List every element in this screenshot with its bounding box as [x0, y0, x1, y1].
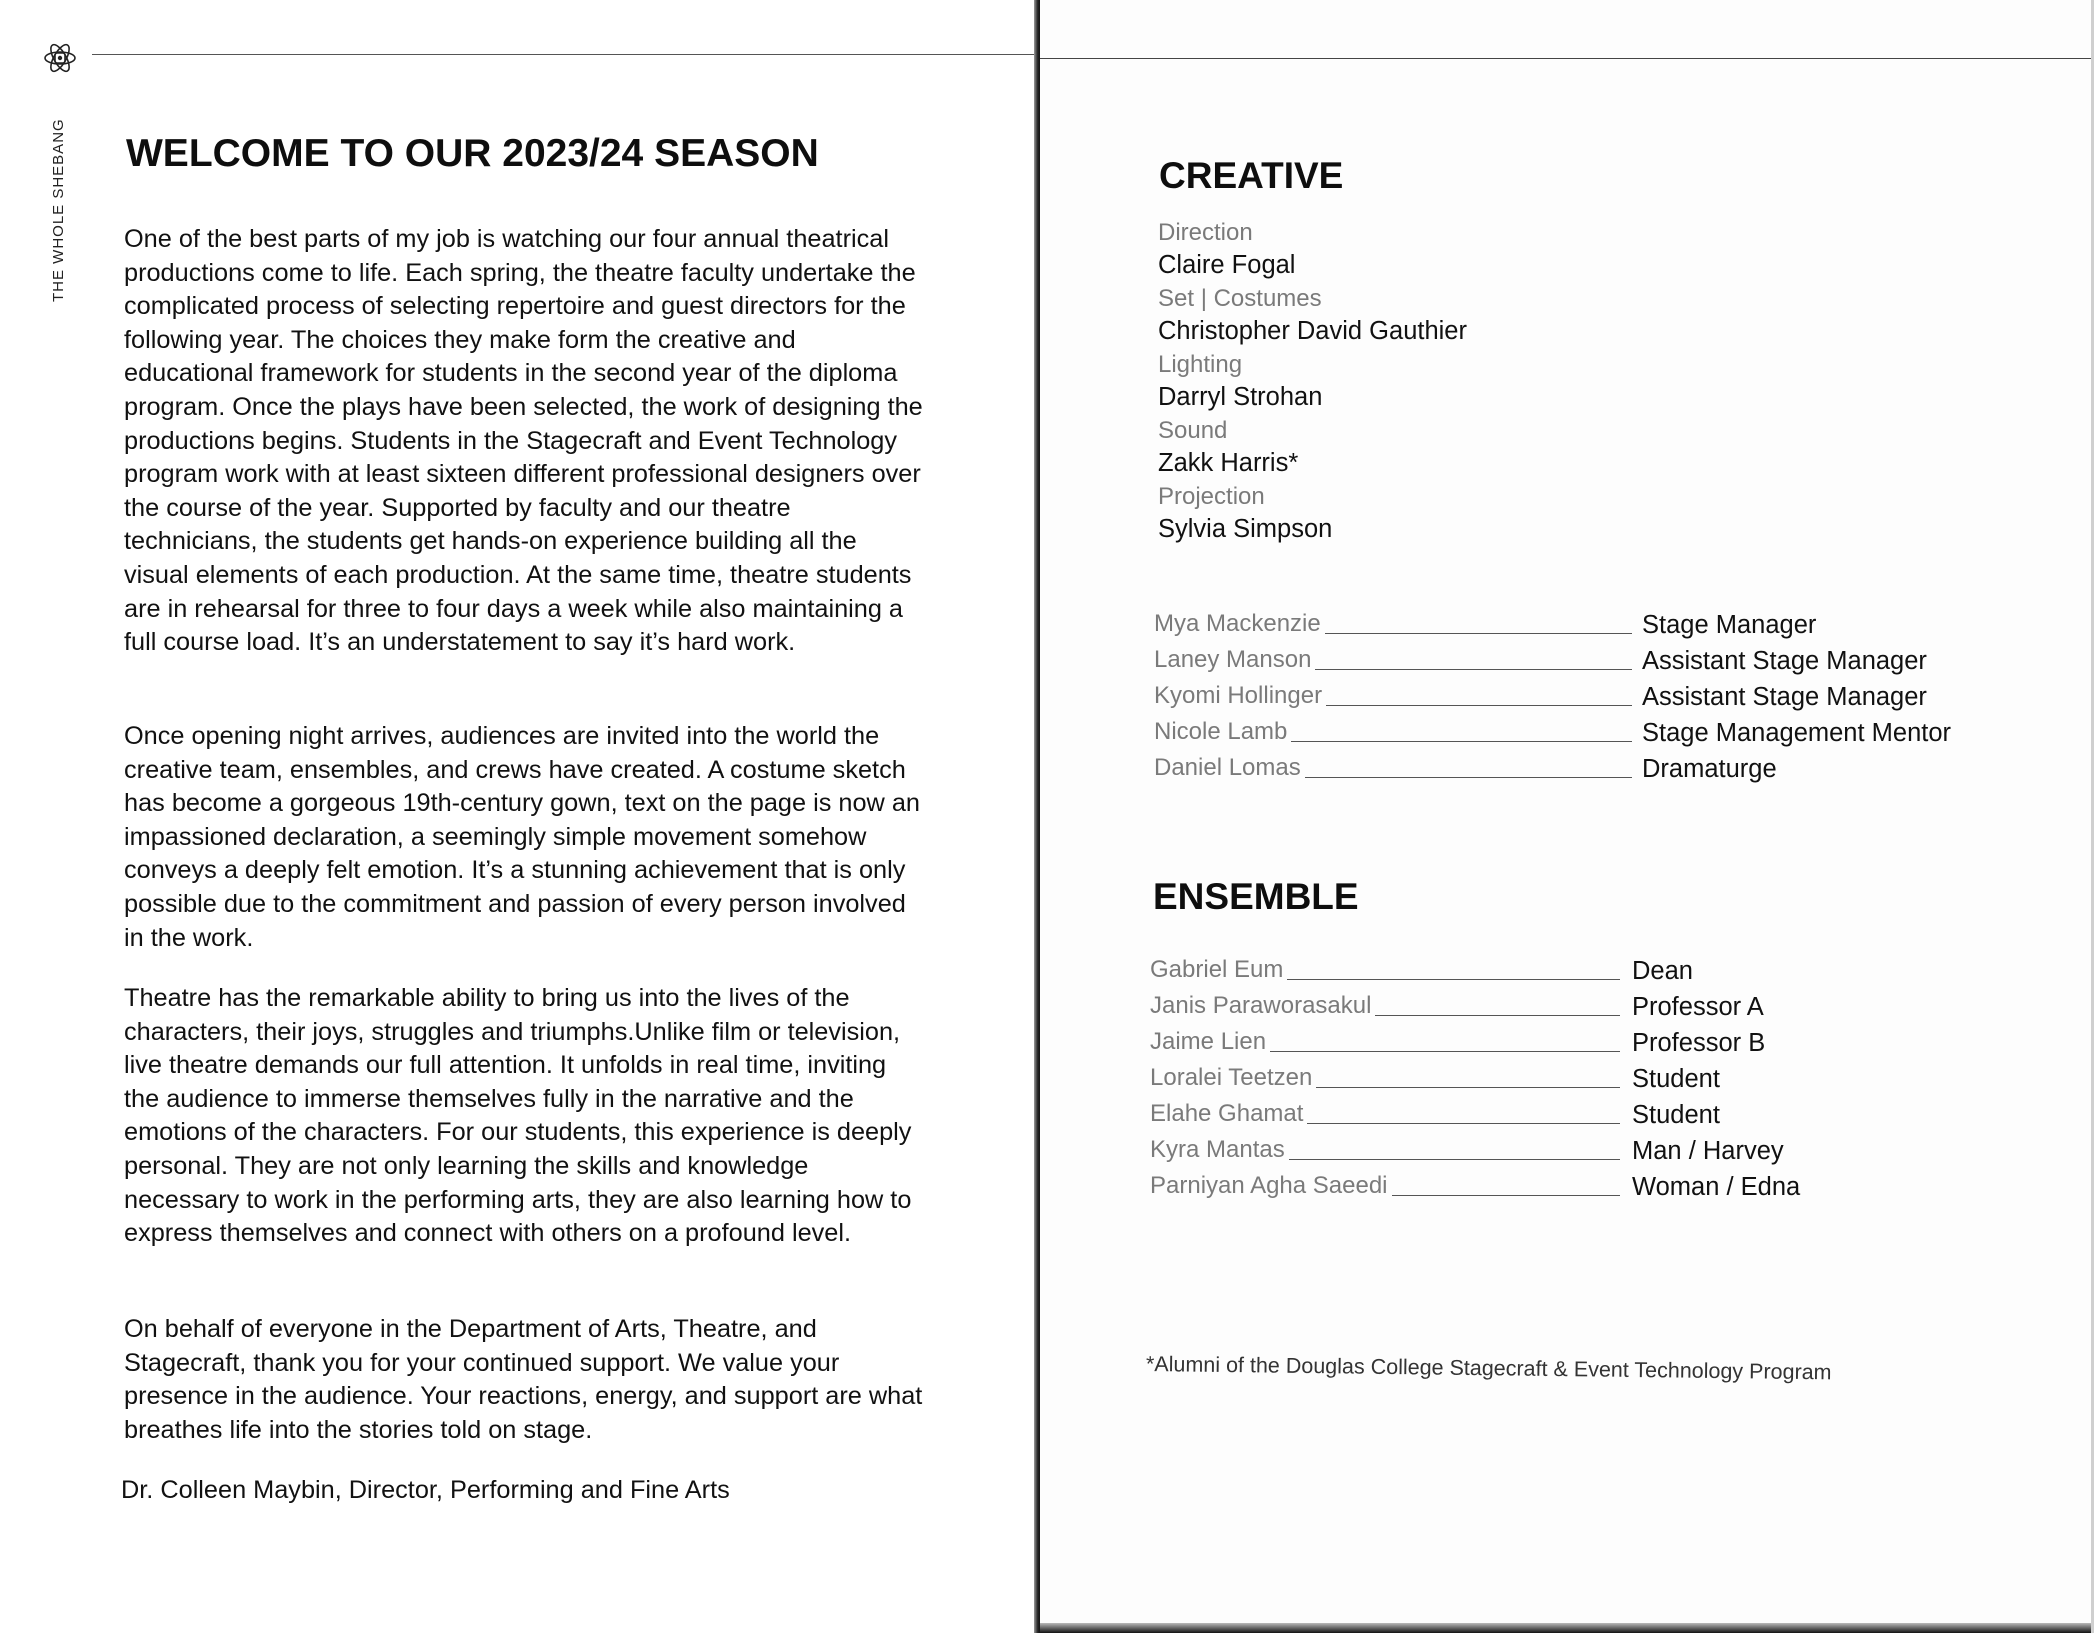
creative-heading: CREATIVE: [1159, 155, 1344, 196]
welcome-paragraph: Once opening night arrives, audiences are invited into the world the creative team, ensembles, and crews have created. A costume sketch has become a gorgeous 19th-century gown, text on the page is now an impassioned declaration, a seemingly simple movement somehow conveys a deeply felt emotion. It’s a stunning achievement that is only possible due to the commitment and passion of every person involved in the work.: [124, 722, 920, 952]
alumni-footnote: *Alumni of the Douglas College Stagecraft & Event Technology Program: [1145, 1352, 1832, 1385]
crew-name: Laney Manson: [1154, 646, 1315, 674]
actor-name: Kyra Mantas: [1150, 1136, 1289, 1164]
actor-name: Gabriel Eum: [1150, 956, 1287, 984]
signature: Dr. Colleen Maybin, Director, Performing and Fine Arts: [121, 1476, 730, 1504]
credit-name: Darryl Strohan: [1158, 383, 1323, 411]
list-item: [1150, 1096, 2010, 1132]
atom-logo-icon: [42, 40, 78, 76]
credit-name: Christopher David Gauthier: [1158, 317, 1467, 345]
credit-name: Zakk Harris*: [1158, 449, 1299, 477]
actor-name: Janis Paraworasakul: [1150, 992, 1375, 1020]
actor-name: Jaime Lien: [1150, 1028, 1270, 1056]
list-item: [1150, 1168, 2010, 1204]
header-rule: [1040, 58, 2094, 59]
page-bottom-edge: [1040, 1623, 2094, 1633]
credit-role: Set | Costumes: [1158, 285, 1322, 312]
list-item: [1150, 1060, 2010, 1096]
list-item: [1150, 1132, 2010, 1168]
credit-role: Projection: [1158, 483, 1265, 510]
actor-name: Parniyan Agha Saeedi: [1150, 1172, 1392, 1200]
left-page: [0, 0, 1034, 1633]
crew-role: Stage Management Mentor: [1642, 719, 1952, 747]
credit-role: Sound: [1158, 417, 1228, 444]
crew-name: Kyomi Hollinger: [1154, 682, 1326, 710]
list-item: [1154, 606, 2014, 642]
actor-name: Loralei Teetzen: [1150, 1064, 1316, 1092]
list-item: [1150, 952, 2010, 988]
credit-role: Lighting: [1158, 351, 1243, 378]
crew-role: Stage Manager: [1642, 611, 1817, 639]
actor-name: Elahe Ghamat: [1150, 1100, 1307, 1128]
list-item: [1150, 988, 2010, 1024]
list-item: [1154, 678, 2014, 714]
list-item: [1154, 714, 2014, 750]
credit-name: Sylvia Simpson: [1158, 515, 1333, 543]
crew-role: Assistant Stage Manager: [1642, 683, 1927, 711]
welcome-paragraph: Theatre has the remarkable ability to bring us into the lives of the characters, their joys, struggles and triumphs.Unlike film or television, live theatre demands our full attention. It unfolds in real time, inviting the audience to immerse themselves fully in the narrative and the emotions of the characters. For our students, this experience is deeply personal. They are not only learning the skills and knowledge necessary to work in the performing arts, they are also learning how to express themselves and connect with others on a profound level.: [124, 984, 912, 1248]
right-page: [1040, 0, 2094, 1633]
credit-name: Claire Fogal: [1158, 251, 1296, 279]
character-role: Professor A: [1632, 993, 1764, 1021]
header-rule: [92, 54, 1034, 55]
list-item: [1150, 1024, 2010, 1060]
ensemble-heading: ENSEMBLE: [1153, 876, 1359, 917]
character-role: Student: [1632, 1065, 1720, 1093]
welcome-title: WELCOME TO OUR 2023/24 SEASON: [126, 132, 819, 175]
crew-name: Daniel Lomas: [1154, 754, 1305, 782]
ensemble-list: [1150, 952, 2010, 1204]
creative-credits: [1158, 216, 1467, 546]
character-role: Man / Harvey: [1632, 1137, 1784, 1165]
crew-name: Mya Mackenzie: [1154, 610, 1325, 638]
crew-role: Assistant Stage Manager: [1642, 647, 1927, 675]
crew-name: Nicole Lamb: [1154, 718, 1291, 746]
stage-management-list: [1154, 606, 2014, 786]
character-role: Student: [1632, 1101, 1720, 1129]
character-role: Woman / Edna: [1632, 1173, 1801, 1201]
credit-role: Direction: [1158, 219, 1253, 246]
character-role: Professor B: [1632, 1029, 1766, 1057]
list-item: [1154, 642, 2014, 678]
publication-side-label: THE WHOLE SHEBANG: [50, 118, 67, 302]
crew-role: Dramaturge: [1642, 755, 1777, 783]
list-item: [1154, 750, 2014, 786]
character-role: Dean: [1632, 957, 1693, 985]
welcome-paragraph: On behalf of everyone in the Department of Arts, Theatre, and Stagecraft, thank you for your continued support. We value your presence in the audience. Your reactions, energy, and support are what breathes life into the stories told on stage.: [124, 1315, 923, 1444]
welcome-paragraph: One of the best parts of my job is watching our four annual theatrical productions come to life. Each spring, the theatre faculty undertake the complicated process of selecting repertoire and guest directors for the following year. The choices they make form the creative and educational framework for students in the second year of the diploma program. Once the plays have been selected, the work of designing the productions begins. Students in the Stagecraft and Event Technology program work with at least sixteen different professional designers over the course of the year. Supported by faculty and our theatre technicians, the students get hands-on experience building all the visual elements of each production. At the same time, theatre students are in rehearsal for three to four days a week while also maintaining a full course load. It’s an understatement to say it’s hard work.: [124, 225, 923, 657]
